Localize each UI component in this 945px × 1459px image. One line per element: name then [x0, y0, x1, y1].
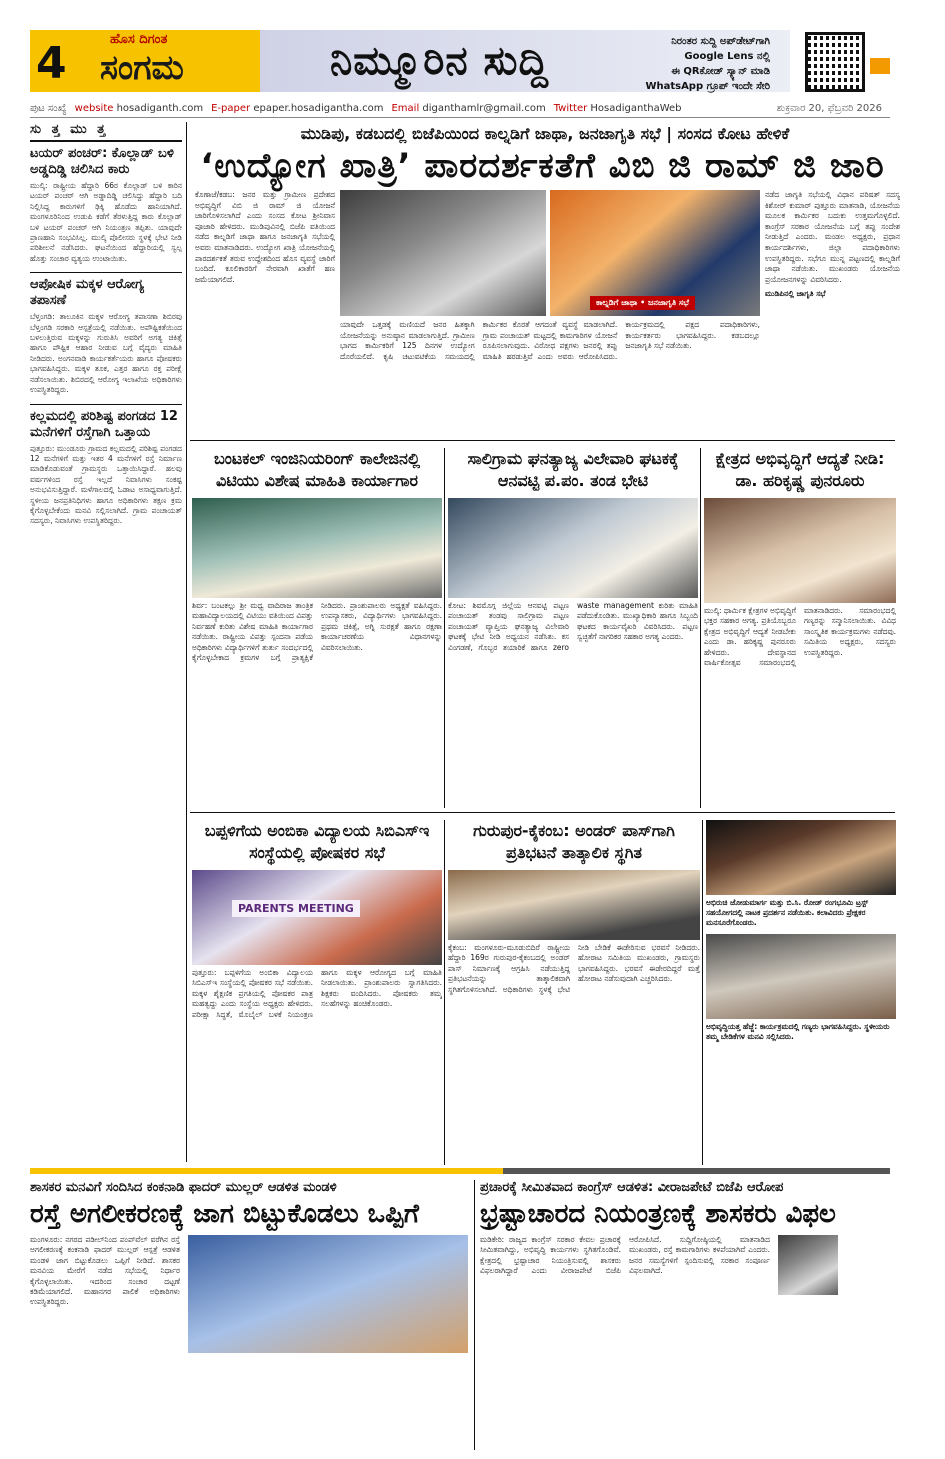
- event-photo: [706, 934, 896, 1019]
- story-body: ಶಿರ್ವ: ಬಂಟಕಲ್ಲು ಶ್ರೀ ಮಧ್ವ ವಾದಿರಾಜ ತಾಂತ್ರಿಕ ಮಹಾವಿದ್ಯಾಲಯದಲ್ಲಿ ವಿಟಿಯು ವತಿಯಿಂದ ವಿಪತ್ತು ನಿರ್ವಹಣೆ ಕುರಿತು ವಿಶೇಷ ಮಾಹಿತಿ ಕಾರ್ಯಾಗಾರ ನಡೆಯಿತು. ರಾಷ್ಟ್ರೀಯ ವಿಪತ್ತು ಸ್ಪಂದನಾ ಪಡೆಯ ಅಧಿಕಾರಿಗಳು ವಿದ್ಯಾರ್ಥಿಗಳಿಗೆ ತುರ್ತು ಸಂದರ್ಭದಲ್ಲಿ ಕೈಗೊಳ್ಳಬೇಕಾದ ಕ್ರಮಗಳ ಬಗ್ಗೆ ಪ್ರಾತ್ಯಕ್ಷಿಕೆ ನೀಡಿದರು. ಪ್ರಾಂಶುಪಾಲರು ಅಧ್ಯಕ್ಷತೆ ವಹಿಸಿದ್ದರು. ಉಪನ್ಯಾಸಕರು, ವಿದ್ಯಾರ್ಥಿಗಳು ಭಾಗವಹಿಸಿದ್ದರು. ಪ್ರಥಮ ಚಿಕಿತ್ಸೆ, ಅಗ್ನಿ ಸುರಕ್ಷತೆ ಹಾಗೂ ರಕ್ಷಣಾ ಕಾರ್ಯಾಚರಣೆಯ ವಿಧಾನಗಳನ್ನು ವಿವರಿಸಲಾಯಿತು.: [192, 601, 442, 663]
- story-headline: ಬಂಟಕಲ್ ಇಂಜಿನಿಯರಿಂಗ್ ಕಾಲೇಜಿನಲ್ಲಿ ವಿಟಿಯು ವಿಶೇಷ ಮಾಹಿತಿ ಕಾರ್ಯಾಗಾರ: [213, 449, 421, 490]
- bottom-band: [30, 1168, 890, 1174]
- story-headline: ಸಾಲಿಗ್ರಾಮ ಘನತ್ಯಾಜ್ಯ ವಿಲೇವಾರಿ ಘಟಕಕ್ಕೆ ಆನವಟ್ಟಿ ಪ.ಪಂ. ತಂಡ ಭೇಟಿ: [467, 449, 679, 490]
- story-subheading: ಶಾಸಕರ ಮನವಿಗೆ ಸಂದಿಸಿದ ಕಂಕನಾಡಿ ಫಾದರ್ ಮುಲ್ಲರ್ ಆಡಳಿತ ಮಂಡಳಿ: [30, 1180, 337, 1195]
- column-divider: [702, 820, 703, 1165]
- parents-meeting-photo: [192, 870, 442, 965]
- promo-line: ನಿರಂತರ ಸುದ್ದಿ ಅಪ್‌ಡೇಟ್‌ಗಾಗಿ: [671, 36, 770, 47]
- story-headline: ಕ್ಷೇತ್ರದ ಅಭಿವೃದ್ಧಿಗೆ ಆದ್ಯತೆ ನೀಡಿ: ಡಾ. ಹರಿಕೃಷ್ಣ ಪುನರೂರು: [715, 449, 885, 490]
- drama-photo: [706, 820, 896, 895]
- top-story-body-right: [765, 190, 900, 435]
- section-title: ನಿಮ್ಮೂರಿನ ಸುದ್ದಿ: [330, 38, 549, 84]
- story-content: [480, 1235, 892, 1295]
- accent-block: [870, 58, 890, 74]
- column-divider: [700, 448, 701, 808]
- twitter-link[interactable]: [554, 103, 682, 114]
- protest-photo: [448, 870, 700, 940]
- story-punaroor: [704, 448, 896, 808]
- promo-line: Google Lens ನಲ್ಲಿ: [684, 51, 770, 62]
- story-body: ಮಡಿಕೇರಿ: ರಾಜ್ಯದ ಕಾಂಗ್ರೆಸ್ ಸರಕಾರ ಕೇವಲ ಪ್ರಚಾರಕ್ಕೆ ಸೀಮಿತವಾಗಿದ್ದು, ಅಭಿವೃದ್ಧಿ ಕಾರ್ಯಗಳು ಸ್ಥಗಿತಗೊಂಡಿವೆ. ಕ್ಷೇತ್ರದಲ್ಲಿ ಭ್ರಷ್ಟಾಚಾರ ನಿಯಂತ್ರಿಸುವಲ್ಲಿ ಶಾಸಕರು ವಿಫಲರಾಗಿದ್ದಾರೆ ಎಂದು ವೀರಾಜಪೇಟೆ ಬಿಜೆಪಿ ಆರೋಪಿಸಿದೆ. ಸುದ್ದಿಗೋಷ್ಠಿಯಲ್ಲಿ ಮಾತನಾಡಿದ ಮುಖಂಡರು, ರಸ್ತೆ ಕಾಮಗಾರಿಗಳು ಕಳಪೆಯಾಗಿವೆ ಎಂದರು. ಜನರ ಸಮಸ್ಯೆಗಳಿಗೆ ಸ್ಪಂದಿಸುವಲ್ಲಿ ಸರಕಾರ ಸಂಪೂರ್ಣ ವಿಫಲವಾಗಿದೆ.: [480, 1235, 770, 1276]
- story-ambika: [192, 820, 442, 1165]
- story-headline: ರಸ್ತೆ ಅಗಲೀಕರಣಕ್ಕೆ ಜಾಗ ಬಿಟ್ಟುಕೊಡಲು ಒಪ್ಪಿಗೆ: [30, 1199, 419, 1229]
- qr-promo-text: [560, 34, 770, 94]
- workshop-photo: [192, 498, 442, 598]
- story-headline: ಬಪ್ಪಳಿಗೆಯ ಅಂಬಿಕಾ ವಿದ್ಯಾಲಯ ಸಿಬಿಎಸ್‌ಇ ಸಂಸ್ಥೆಯಲ್ಲಿ ಪೋಷಕರ ಸಭೆ: [204, 821, 430, 862]
- banner-text: PARENTS MEETING: [232, 900, 360, 917]
- page-number: 4: [36, 38, 67, 89]
- twitter-label: Twitter: [553, 103, 588, 114]
- story-father-muller: [30, 1180, 470, 1450]
- felicitation-photo: [704, 498, 896, 603]
- meeting-photo: [188, 1235, 468, 1353]
- brief-headline: ಟಯರ್ ಪಂಚರ್: ಕೊಲ್ಲಾಡ್ ಬಳಿ ಅಡ್ಡದಿಡ್ಡಿ ಚಲಿಸಿದ ಕಾರು: [30, 146, 174, 177]
- column-divider: [444, 448, 445, 808]
- rally-stage-photo: [340, 190, 546, 316]
- email-link[interactable]: [391, 103, 545, 114]
- top-story-headline: ‘ಉದ್ಯೋಗ ಖಾತ್ರಿ’ ಪಾರದರ್ಶಕತೆಗೆ ವಿಬಿ ಜಿ ರಾಮ್ ಜಿ ಜಾರಿ: [200, 146, 885, 186]
- website-link[interactable]: [75, 103, 203, 114]
- website-label: website: [74, 103, 114, 114]
- column-divider: [444, 820, 445, 1165]
- photo-caption-banner: ಕಾಲ್ನಡಿಗೆ ಜಾಥಾ • ಜನಜಾಗೃತಿ ಸಭೆ: [590, 296, 695, 310]
- inset-label: ಮುಡಿಪಿನಲ್ಲಿ ಜಾಗೃತಿ ಸಭೆ: [765, 289, 826, 299]
- newspaper-name: ಹೊಸ ದಿಗಂತ: [110, 32, 168, 47]
- top-story-body-left: ಕೊಣಾಜೆ/ಕಡಬ: ಜನರ ಮತ್ತು ಗ್ರಾಮೀಣ ಪ್ರದೇಶದ ಅಭಿವೃದ್ಧಿಗೆ ವಿಬಿ ಜಿ ರಾಮ್ ಜಿ ಯೋಜನೆ ಜಾರಿಗೊಳಿಸಲಾಗಿದೆ ಎಂದು ಸಂಸದ ಕೋಟ ಶ್ರೀನಿವಾಸ ಪೂಜಾರಿ ಹೇಳಿದರು. ಮುಡಿಪುವಿನಲ್ಲಿ ಬಿಜೆಪಿ ವತಿಯಿಂದ ನಡೆದ ಕಾಲ್ನಡಿಗೆ ಜಾಥಾ ಹಾಗೂ ಜನಜಾಗೃತಿ ಸಭೆಯಲ್ಲಿ ಅವರು ಮಾತನಾಡಿದರು. ಉದ್ಯೋಗ ಖಾತ್ರಿ ಯೋಜನೆಯಲ್ಲಿ ಪಾರದರ್ಶಕತೆ ತರುವ ಉದ್ದೇಶದಿಂದ ಹೊಸ ವ್ಯವಸ್ಥೆ ಜಾರಿಗೆ ಬಂದಿದೆ. ಕೂಲಿಕಾರರಿಗೆ ನೇರವಾಗಿ ಖಾತೆಗೆ ಹಣ ಜಮೆಯಾಗಲಿದೆ.: [195, 190, 335, 284]
- story-subheading: ಪ್ರಚಾರಕ್ಕೆ ಸೀಮಿತವಾದ ಕಾಂಗ್ರೆಸ್ ಆಡಳಿತ: ವೀರಾಜಪೇಟೆ ಬಿಜೆಪಿ ಆರೋಪ: [480, 1180, 784, 1195]
- story-photo-features: [706, 820, 896, 1165]
- epaper-link[interactable]: [211, 103, 383, 114]
- epaper-url: epaper.hosadigantha.com: [253, 103, 384, 114]
- column-header: ಸು ತ್ತ ಮು ತ್ತ: [30, 122, 182, 142]
- top-story-body-middle: ಯಾವುದೇ ಒತ್ತಡಕ್ಕೆ ಮಣಿಯದೆ ಜನರ ಹಿತಕ್ಕಾಗಿ ಯೋಜನೆಯನ್ನು ಅನುಷ್ಠಾನ ಮಾಡಲಾಗುತ್ತಿದೆ. ಗ್ರಾಮೀಣ ಭಾಗದ ಕಾರ್ಮಿಕರಿಗೆ 125 ದಿನಗಳ ಉದ್ಯೋಗ ದೊರೆಯಲಿದೆ. ಕೃಷಿ ಚಟುವಟಿಕೆಯ ಸಮಯದಲ್ಲಿ ಕಾರ್ಮಿಕರ ಕೊರತೆ ಆಗದಂತೆ ವ್ಯವಸ್ಥೆ ಮಾಡಲಾಗಿದೆ. ಗ್ರಾಮ ಪಂಚಾಯತ್ ಮಟ್ಟದಲ್ಲಿ ಕಾಮಗಾರಿಗಳ ಯೋಜನೆ ರೂಪಿಸಲಾಗುವುದು. ವಿರೋಧ ಪಕ್ಷಗಳು ಜನರಲ್ಲಿ ತಪ್ಪು ಮಾಹಿತಿ ಹರಡುತ್ತಿವೆ ಎಂದು ಅವರು ಆರೋಪಿಸಿದರು. ಕಾರ್ಯಕ್ರಮದಲ್ಲಿ ಪಕ್ಷದ ಪದಾಧಿಕಾರಿಗಳು, ಕಾರ್ಯಕರ್ತರು ಭಾಗವಹಿಸಿದ್ದರು. ಕಡಬದಲ್ಲೂ ಜನಜಾಗೃತಿ ಸಭೆ ನಡೆಯಿತು.: [340, 320, 760, 361]
- issue-date: ಶುಕ್ರವಾರ 20, ಫೆಬ್ರವರಿ 2026: [776, 103, 882, 114]
- qr-code-icon[interactable]: [805, 32, 865, 92]
- email-label: Email: [391, 103, 420, 114]
- masthead: [0, 0, 945, 100]
- info-bar: [30, 100, 890, 118]
- promo-line: WhatsApp ಗ್ರೂಪ್ ಇಂದೇ ಸೇರಿ: [645, 81, 770, 92]
- team-visit-photo: [448, 498, 698, 598]
- padayatra-photo: [550, 190, 760, 316]
- column-divider: [186, 122, 187, 1162]
- story-body: ಕೋಟ: ಶಿವಮೊಗ್ಗ ಜಿಲ್ಲೆಯ ಆನವಟ್ಟಿ ಪಟ್ಟಣ ಪಂಚಾಯತ್ ತಂಡವು ಸಾಲಿಗ್ರಾಮ ಪಟ್ಟಣ ಪಂಚಾಯತ್ ವ್ಯಾಪ್ತಿಯ ಘನತ್ಯಾಜ್ಯ ವಿಲೇವಾರಿ ಘಟಕಕ್ಕೆ ಭೇಟಿ ನೀಡಿ ಅಧ್ಯಯನ ನಡೆಸಿತು. ಕಸ ವಿಂಗಡಣೆ, ಗೊಬ್ಬರ ತಯಾರಿಕೆ ಹಾಗೂ zero waste management ಕುರಿತು ಮಾಹಿತಿ ಪಡೆದುಕೊಂಡಿತು. ಮುಖ್ಯಾಧಿಕಾರಿ ಹಾಗೂ ಸಿಬ್ಬಂದಿ ಘಟಕದ ಕಾರ್ಯವೈಖರಿ ವಿವರಿಸಿದರು. ಪಟ್ಟಣ ಸ್ವಚ್ಛತೆಗೆ ನಾಗರಿಕರ ಸಹಕಾರ ಅಗತ್ಯ ಎಂದರು.: [448, 601, 698, 652]
- twitter-handle: HosadiganthaWeb: [590, 103, 682, 114]
- story-body: ಕೈಕಂಬ: ಮಂಗಳೂರು-ಮೂಡುಬಿದಿರೆ ರಾಷ್ಟ್ರೀಯ ಹೆದ್ದಾರಿ 169ರ ಗುರುಪುರ-ಕೈಕಂಬದಲ್ಲಿ ಅಂಡರ್ ಪಾಸ್ ನಿರ್ಮಾಣಕ್ಕೆ ಆಗ್ರಹಿಸಿ ನಡೆಯುತ್ತಿದ್ದ ಪ್ರತಿಭಟನೆಯನ್ನು ತಾತ್ಕಾಲಿಕವಾಗಿ ಸ್ಥಗಿತಗೊಳಿಸಲಾಗಿದೆ. ಅಧಿಕಾರಿಗಳು ಸ್ಥಳಕ್ಕೆ ಭೇಟಿ ನೀಡಿ ಬೇಡಿಕೆ ಈಡೇರಿಸುವ ಭರವಸೆ ನೀಡಿದರು. ಹೋರಾಟ ಸಮಿತಿಯ ಮುಖಂಡರು, ಗ್ರಾಮಸ್ಥರು ಭಾಗವಹಿಸಿದ್ದರು. ಭರವಸೆ ಈಡೇರದಿದ್ದರೆ ಮತ್ತೆ ಹೋರಾಟ ನಡೆಸುವುದಾಗಿ ಎಚ್ಚರಿಸಿದರು.: [448, 943, 700, 994]
- story-body: ಪುತ್ತೂರು: ಬಪ್ಪಳಿಗೆಯ ಅಂಬಿಕಾ ವಿದ್ಯಾಲಯ ಸಿಬಿಎಸ್‌ಇ ಸಂಸ್ಥೆಯಲ್ಲಿ ಪೋಷಕರ ಸಭೆ ನಡೆಯಿತು. ಮಕ್ಕಳ ಶೈಕ್ಷಣಿಕ ಪ್ರಗತಿಯಲ್ಲಿ ಪೋಷಕರ ಪಾತ್ರ ಮಹತ್ವದ್ದು ಎಂದು ಸಂಸ್ಥೆಯ ಅಧ್ಯಕ್ಷರು ಹೇಳಿದರು. ಪರೀಕ್ಷಾ ಸಿದ್ಧತೆ, ಮೊಬೈಲ್ ಬಳಕೆ ನಿಯಂತ್ರಣ ಹಾಗೂ ಮಕ್ಕಳ ಆರೋಗ್ಯದ ಬಗ್ಗೆ ಮಾಹಿತಿ ನೀಡಲಾಯಿತು. ಪ್ರಾಂಶುಪಾಲರು ಸ್ವಾಗತಿಸಿದರು. ಶಿಕ್ಷಕರು ವಂದಿಸಿದರು. ಪೋಷಕರು ತಮ್ಮ ಸಲಹೆಗಳನ್ನು ಹಂಚಿಕೊಂಡರು.: [192, 968, 442, 1019]
- leader-portrait: [778, 1235, 838, 1295]
- story-headline: ಭ್ರಷ್ಟಾಚಾರದ ನಿಯಂತ್ರಣಕ್ಕೆ ಶಾಸಕರು ವಿಫಲ: [480, 1199, 836, 1229]
- section-divider: [190, 440, 895, 441]
- body-right-text: ನಡೆದ ಜಾಗೃತಿ ಸಭೆಯಲ್ಲಿ ವಿಧಾನ ಪರಿಷತ್ ಸದಸ್ಯ ಕಿಶೋರ್ ಕುಮಾರ್ ಪುತ್ತೂರು ಮಾತನಾಡಿ, ಯೋಜನೆಯ ಮೂಲಕ ಕಾರ್ಮಿಕರ ಬದುಕು ಉತ್ತಮಗೊಳ್ಳಲಿದೆ. ಕಾಂಗ್ರೆಸ್ ಸರಕಾರ ಯೋಜನೆಯ ಬಗ್ಗೆ ತಪ್ಪು ಸಂದೇಶ ನೀಡುತ್ತಿದೆ ಎಂದರು. ಮಂಡಲ ಅಧ್ಯಕ್ಷರು, ಪ್ರಧಾನ ಕಾರ್ಯದರ್ಶಿಗಳು, ಜಿಲ್ಲಾ ಪದಾಧಿಕಾರಿಗಳು ಉಪಸ್ಥಿತರಿದ್ದರು. ಸಭೆಗೂ ಮುನ್ನ ಪಟ್ಟಣದಲ್ಲಿ ಕಾಲ್ನಡಿಗೆ ಜಾಥಾ ನಡೆಯಿತು. ಮುಖಂಡರು ಯೋಜನೆಯ ಪ್ರಯೋಜನಗಳನ್ನು ವಿವರಿಸಿದರು.: [765, 190, 900, 284]
- left-column: [30, 122, 182, 1162]
- photo-caption: ಅಭಿವೃದ್ಧಿಯತ್ತ ಹೆಜ್ಜೆ: ಕಾರ್ಯಕ್ರಮದಲ್ಲಿ ಗಣ್ಯರು ಭಾಗವಹಿಸಿದ್ದರು. ಸ್ಥಳೀಯರು ತಮ್ಮ ಬೇಡಿಕೆಗಳ ಮನವಿ ಸಲ್ಲಿಸಿದರು.: [706, 1022, 890, 1041]
- brief-body: ಬೆಳ್ತಂಗಡಿ: ತಾಲೂಕಿನ ಮಕ್ಕಳ ಆರೋಗ್ಯ ತಪಾಸಣಾ ಶಿಬಿರವು ಬೆಳ್ತಂಗಡಿ ಸರಕಾರಿ ಆಸ್ಪತ್ರೆಯಲ್ಲಿ ನಡೆಯಿತು. ಅಪೌಷ್ಟಿಕತೆಯಿಂದ ಬಳಲುತ್ತಿರುವ ಮಕ್ಕಳನ್ನು ಗುರುತಿಸಿ ಅವರಿಗೆ ಅಗತ್ಯ ಚಿಕಿತ್ಸೆ ಹಾಗೂ ಪೌಷ್ಟಿಕ ಆಹಾರ ನೀಡುವ ಬಗ್ಗೆ ವೈದ್ಯರು ಮಾಹಿತಿ ನೀಡಿದರು. ಅಂಗನವಾಡಿ ಕಾರ್ಯಕರ್ತೆಯರು ಹಾಗೂ ಪೋಷಕರು ಭಾಗವಹಿಸಿದ್ದರು. ಮಕ್ಕಳ ತೂಕ, ಎತ್ತರ ಹಾಗೂ ರಕ್ತ ಪರೀಕ್ಷೆ ನಡೆಸಲಾಯಿತು. ಶಿಬಿರದಲ್ಲಿ ಆರೋಗ್ಯ ಇಲಾಖೆಯ ಅಧಿಕಾರಿಗಳು ಉಪಸ್ಥಿತರಿದ್ದರು.: [30, 312, 182, 395]
- website-url: hosadiganth.com: [116, 103, 204, 114]
- promo-line: ಈ QRಕೋಡ್ ಸ್ಕ್ಯಾನ್ ಮಾಡಿ: [671, 66, 770, 77]
- brief-headline: ಆಪೋಷಿಕ ಮಕ್ಕಳ ಆರೋಗ್ಯ ತಪಾಸಣೆ: [30, 272, 182, 309]
- story-saligrama: [448, 448, 698, 808]
- brief-body: ಮುಲ್ಕಿ: ರಾಷ್ಟ್ರೀಯ ಹೆದ್ದಾರಿ 66ರ ಕೊಲ್ಲಾಡ್ ಬಳಿ ಕಾರಿನ ಟಯರ್ ಪಂಚರ್ ಆಗಿ ಅಡ್ಡಾದಿಡ್ಡಿ ಚಲಿಸಿದ್ದು ಹೆದ್ದಾರಿ ಬದಿ ನಿಲ್ಲಿಸಿದ್ದ ಕಾರುಗಳಿಗೆ ಢಿಕ್ಕಿ ಹೊಡೆದು ಹಾನಿಯಾಗಿದೆ. ಮಂಗಳೂರಿನಿಂದ ಉಡುಪಿ ಕಡೆಗೆ ತೆರಳುತ್ತಿದ್ದ ಕಾರು ಕೊಲ್ಲಾಡ್ ಬಳಿ ಟಯರ್ ಪಂಚರ್ ಆಗಿ ನಿಯಂತ್ರಣ ತಪ್ಪಿತು. ಯಾವುದೇ ಪ್ರಾಣಹಾನಿ ಸಂಭವಿಸಿಲ್ಲ. ಮುಲ್ಕಿ ಪೊಲೀಸರು ಸ್ಥಳಕ್ಕೆ ಭೇಟಿ ನೀಡಿ ಪರಿಶೀಲನೆ ನಡೆಸಿದರು. ಘಟನೆಯಿಂದ ಹೆದ್ದಾರಿಯಲ್ಲಿ ಸ್ವಲ್ಪ ಹೊತ್ತು ಸಂಚಾರ ವ್ಯತ್ಯಯ ಉಂಟಾಯಿತು.: [30, 181, 182, 263]
- story-body: ಮಂಗಳೂರು: ನಗರದ ಪಡೀಲ್‌ನಿಂದ ಪಂಪ್‌ವೆಲ್ ವರೆಗಿನ ರಸ್ತೆ ಅಗಲೀಕರಣಕ್ಕೆ ಕಂಕನಾಡಿ ಫಾದರ್ ಮುಲ್ಲರ್ ಆಸ್ಪತ್ರೆ ಆಡಳಿತ ಮಂಡಳಿ ಜಾಗ ಬಿಟ್ಟುಕೊಡಲು ಒಪ್ಪಿಗೆ ನೀಡಿದೆ. ಶಾಸಕರ ಮನವಿಯ ಮೇರೆಗೆ ನಡೆದ ಸಭೆಯಲ್ಲಿ ನಿರ್ಧಾರ ಕೈಗೊಳ್ಳಲಾಯಿತು. ಇದರಿಂದ ಸಂಚಾರ ದಟ್ಟಣೆ ಕಡಿಮೆಯಾಗಲಿದೆ. ಮಹಾನಗರ ಪಾಲಿಕೆ ಅಧಿಕಾರಿಗಳು ಉಪಸ್ಥಿತರಿದ್ದರು.: [30, 1235, 180, 1307]
- photo-caption: ಅಭಿರುಚಿ ಜೋಡುಮಾರ್ಗ ಮತ್ತು ಬಿ.ಸಿ. ರೋಡ್ ರಂಗಭೂಮಿ ಟ್ರಸ್ಟ್ ಸಹಯೋಗದಲ್ಲಿ ನಾಟಕ ಪ್ರದರ್ಶನ ನಡೆಯಿತು. ಕಲಾವಿದರು ಪ್ರೇಕ್ಷಕರ ಮನಸೂರೆಗೊಂಡರು.: [706, 898, 869, 927]
- story-headline: ಗುರುಪುರ-ಕೈಕಂಬ: ಅಂಡರ್ ಪಾಸ್‌ಗಾಗಿ ಪ್ರತಿಭಟನೆ ತಾತ್ಕಾಲಿಕ ಸ್ಥಗಿತ: [473, 821, 675, 862]
- supplement-name: ಸಂಗಮ: [100, 48, 184, 88]
- story-content: [30, 1235, 470, 1353]
- column-divider: [474, 1180, 475, 1450]
- brief-body: ಪುತ್ತೂರು: ಮುಂಡೂರು ಗ್ರಾಮದ ಕಲ್ಲಮದಲ್ಲಿ ಪರಿಶಿಷ್ಟ ಪಂಗಡದ 12 ಮನೆಗಳಿಗೆ ಮತ್ತು ಇತರ 4 ಮನೆಗಳಿಗೆ ರಸ್ತೆ ನಿರ್ಮಾಣ ಮಾಡಿಕೊಡುವಂತೆ ಗ್ರಾಮಸ್ಥರು ಒತ್ತಾಯಿಸಿದ್ದಾರೆ. ಹಲವು ವರ್ಷಗಳಿಂದ ರಸ್ತೆ ಇಲ್ಲದೆ ನಿವಾಸಿಗಳು ಸಂಕಷ್ಟ ಅನುಭವಿಸುತ್ತಿದ್ದಾರೆ. ಮಳೆಗಾಲದಲ್ಲಿ ಓಡಾಟ ಅಸಾಧ್ಯವಾಗುತ್ತಿದೆ. ಸ್ಥಳೀಯ ಜನಪ್ರತಿನಿಧಿಗಳು ಹಾಗೂ ಅಧಿಕಾರಿಗಳು ತಕ್ಷಣ ಕ್ರಮ ಕೈಗೊಳ್ಳಬೇಕೆಂದು ಮನವಿ ಸಲ್ಲಿಸಲಾಗಿದೆ. ಗ್ರಾಮ ಪಂಚಾಯತ್ ಸದಸ್ಯರು, ನಿವಾಸಿಗಳು ಉಪಸ್ಥಿತರಿದ್ದರು.: [30, 443, 182, 526]
- story-body: ಮುಲ್ಕಿ: ಧಾರ್ಮಿಕ ಕ್ಷೇತ್ರಗಳ ಅಭಿವೃದ್ಧಿಗೆ ಭಕ್ತರ ಸಹಕಾರ ಅಗತ್ಯ. ಪ್ರತಿಯೊಬ್ಬರೂ ಕ್ಷೇತ್ರದ ಅಭಿವೃದ್ಧಿಗೆ ಆದ್ಯತೆ ನೀಡಬೇಕು ಎಂದು ಡಾ. ಹರಿಕೃಷ್ಣ ಪುನರೂರು ಹೇಳಿದರು. ದೇವಸ್ಥಾನದ ವಾರ್ಷಿಕೋತ್ಸವ ಸಮಾರಂಭದಲ್ಲಿ ಮಾತನಾಡಿದರು. ಸಮಾರಂಭದಲ್ಲಿ ಗಣ್ಯರನ್ನು ಸನ್ಮಾನಿಸಲಾಯಿತು. ವಿವಿಧ ಸಾಂಸ್ಕೃತಿಕ ಕಾರ್ಯಕ್ರಮಗಳು ನಡೆದವು. ಸಮಿತಿಯ ಅಧ್ಯಕ್ಷರು, ಸದಸ್ಯರು ಉಪಸ್ಥಿತರಿದ್ದರು.: [704, 606, 896, 668]
- story-virajpet: [480, 1180, 892, 1450]
- story-bantakal: [192, 448, 442, 808]
- epaper-label: E-paper: [211, 103, 251, 114]
- top-story-subheading: ಮುಡಿಪು, ಕಡಬದಲ್ಲಿ ಬಿಜೆಪಿಯಿಂದ ಕಾಲ್ನಡಿಗೆ ಜಾಥಾ, ಜನಜಾಗೃತಿ ಸಭೆ | ಸಂಸದ ಕೋಟ ಹೇಳಿಕೆ: [300, 124, 790, 143]
- section-divider: [190, 812, 895, 813]
- email-address: diganthamlr@gmail.com: [422, 103, 546, 114]
- page-label: ಪುಟ ಸಂಖ್ಯೆ: [30, 103, 67, 114]
- brief-headline: ಕಲ್ಲಮದಲ್ಲಿ ಪರಿಶಿಷ್ಟ ಪಂಗಡದ 12 ಮನೆಗಳಿಗೆ ರಸ್ತೆಗಾಗಿ ಒತ್ತಾಯ: [30, 404, 182, 441]
- story-gurupura: [448, 820, 700, 1165]
